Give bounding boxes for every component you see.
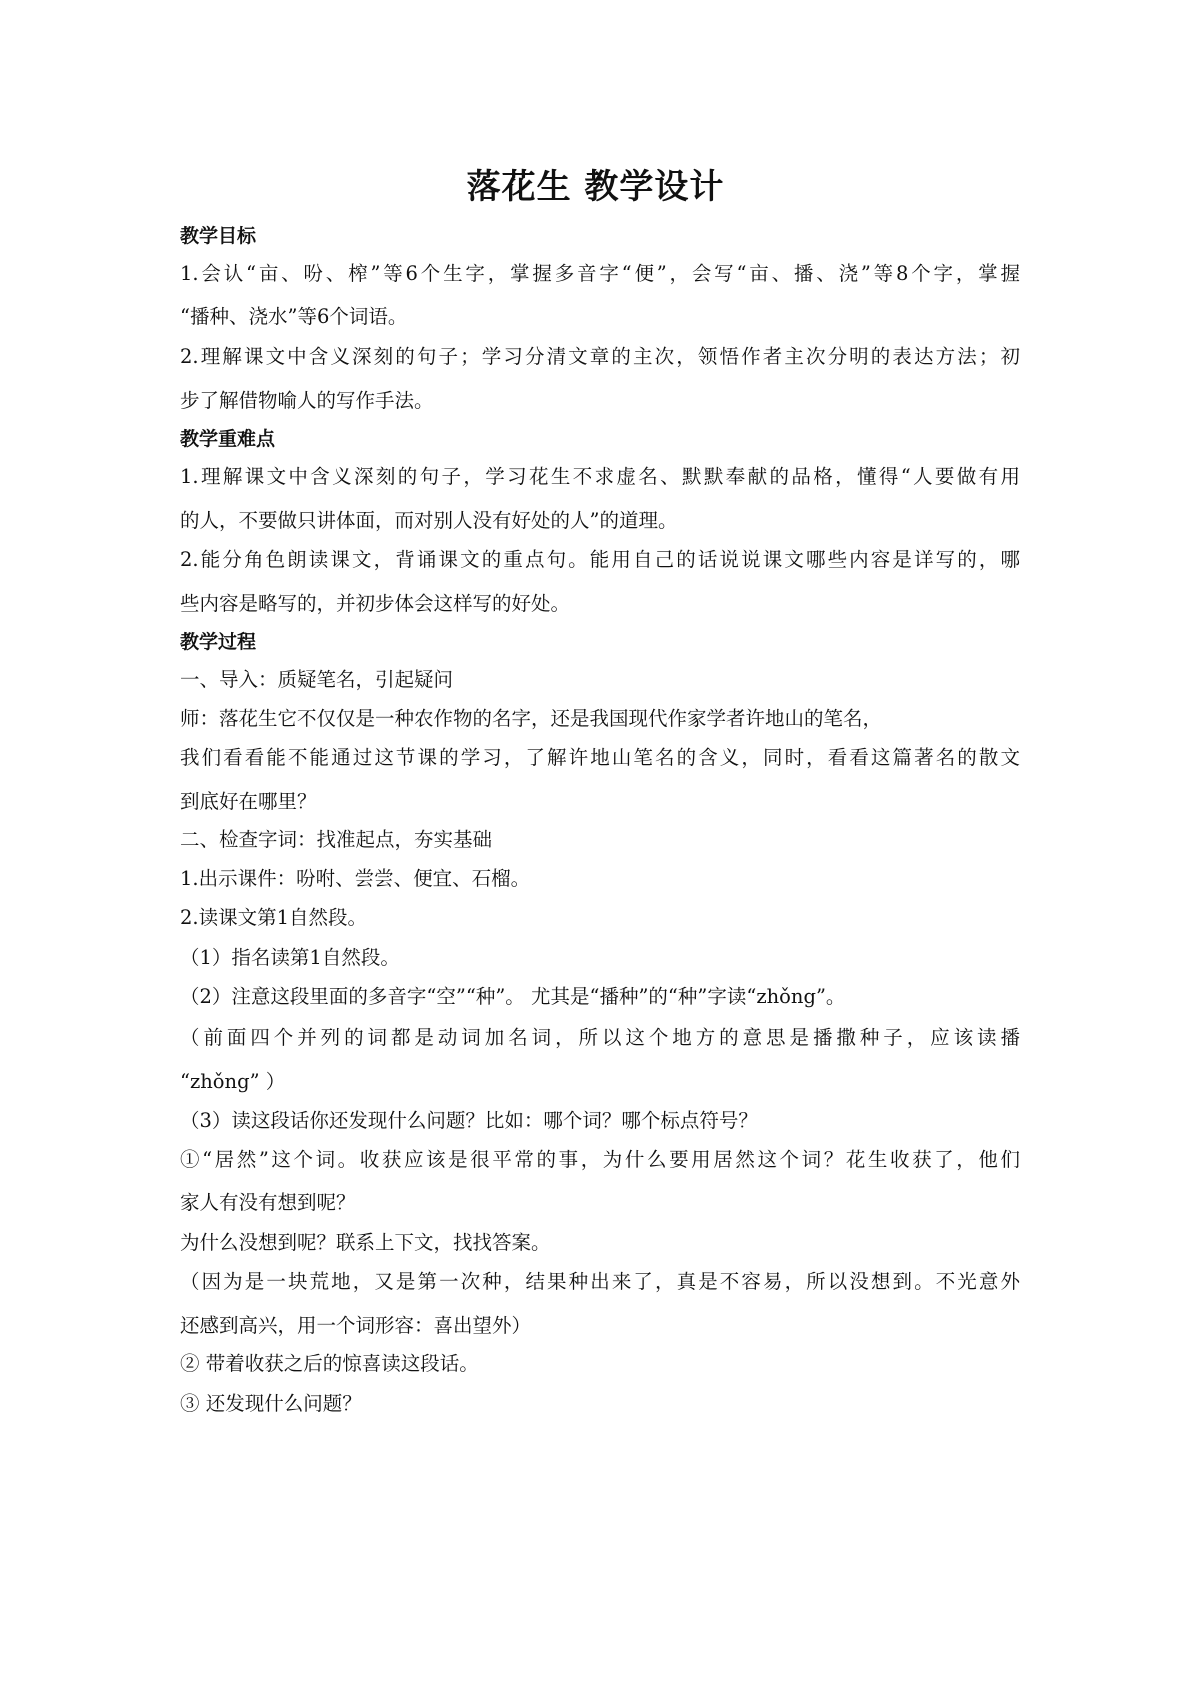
process-step-2-heading: 二、检查字词：找准起点，夯实基础 — [180, 828, 493, 851]
paragraph-line: （因为是一块荒地，又是第一次种，结果种出来了，真是不容易，所以没想到。不光意外 — [180, 1270, 1020, 1293]
paragraph-line: ①“居然”这个词。收获应该是很平常的事，为什么要用居然这个词？花生收获了，他们 — [180, 1148, 1020, 1171]
paragraph-line: 还感到高兴，用一个词形容：喜出望外） — [180, 1314, 532, 1337]
paragraph-line: 为什么没想到呢？联系上下文，找找答案。 — [180, 1231, 551, 1254]
goal-1-line-1: 1.会认“亩、吩、榨”等6个生字，掌握多音字“便”，会写“亩、播、浇”等8个字，掌握 — [180, 262, 1020, 285]
paragraph-line: （前面四个并列的词都是动词加名词，所以这个地方的意思是播撒种子，应该读播 — [180, 1026, 1020, 1049]
paragraph-line: （2）注意这段里面的多音字“空”“种”。 尤其是“播种”的“种”字读“zhǒng”。 — [180, 985, 846, 1008]
paragraph-line: （1）指名读第1自然段。 — [180, 946, 400, 969]
paragraph-line: 1.出示课件：吩咐、尝尝、便宜、石榴。 — [180, 867, 531, 890]
paragraph-line: 我们看看能不能通过这节课的学习，了解许地山笔名的含义，同时，看看这篇著名的散文 — [180, 746, 1020, 769]
key-point-1-line-1: 1.理解课文中含义深刻的句子，学习花生不求虚名、默默奉献的品格，懂得“人要做有用 — [180, 465, 1020, 488]
goal-2-line-2: 步了解借物喻人的写作手法。 — [180, 389, 434, 412]
paragraph-line: 到底好在哪里？ — [180, 790, 317, 813]
section-heading-key-points: 教学重难点 — [180, 428, 276, 450]
document-title: 落花生 教学设计 — [466, 167, 725, 207]
paragraph-line: ② 带着收获之后的惊喜读这段话。 — [180, 1352, 479, 1375]
goal-1-line-2: “播种、浇水”等6个词语。 — [180, 305, 408, 328]
key-point-2-line-2: 些内容是略写的，并初步体会这样写的好处。 — [180, 592, 571, 615]
goal-2-line-1: 2.理解课文中含义深刻的句子；学习分清文章的主次，领悟作者主次分明的表达方法；初 — [180, 345, 1020, 368]
paragraph-line: 家人有没有想到呢？ — [180, 1191, 356, 1214]
paragraph-line: 2.读课文第1自然段。 — [180, 906, 368, 929]
paragraph-line: ③ 还发现什么问题？ — [180, 1392, 362, 1415]
paragraph-line: 师：落花生它不仅仅是一种农作物的名字，还是我国现代作家学者许地山的笔名， — [180, 707, 883, 730]
section-heading-process: 教学过程 — [180, 631, 257, 653]
paragraph-line: “zhǒng” ） — [180, 1070, 286, 1093]
section-heading-goals: 教学目标 — [180, 225, 257, 247]
key-point-2-line-1: 2.能分角色朗读课文，背诵课文的重点句。能用自己的话说说课文哪些内容是详写的，哪 — [180, 548, 1020, 571]
key-point-1-line-2: 的人，不要做只讲体面，而对别人没有好处的人”的道理。 — [180, 509, 678, 532]
paragraph-line: （3）读这段话你还发现什么问题？比如：哪个词？哪个标点符号？ — [180, 1109, 758, 1132]
process-step-1-heading: 一、导入：质疑笔名，引起疑问 — [180, 668, 454, 691]
